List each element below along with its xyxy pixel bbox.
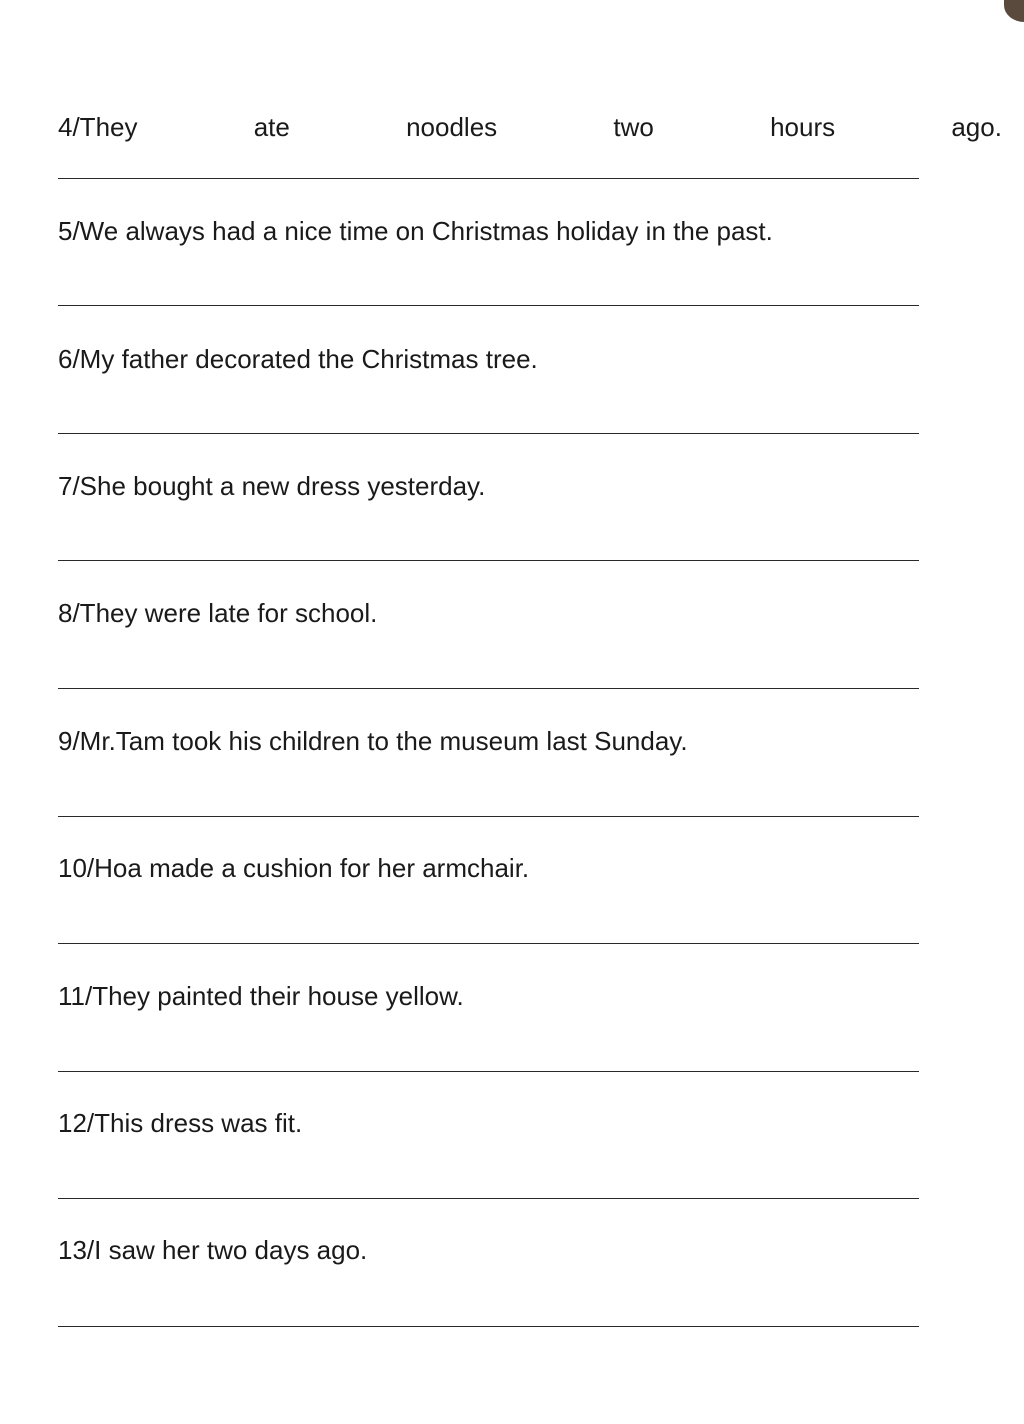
sentence-9: 9/Mr.Tam took his children to the museum last Sunday.: [58, 726, 688, 756]
sentence-4-word: ate: [253, 112, 290, 142]
sentence-6: 6/My father decorated the Christmas tree.: [58, 344, 538, 374]
answer-line-9[interactable]: [58, 816, 919, 817]
sentence-12: 12/This dress was fit.: [58, 1108, 303, 1138]
answer-line-7[interactable]: [58, 560, 919, 561]
sentence-13: 13/I saw her two days ago.: [58, 1235, 368, 1265]
sentence-7: 7/She bought a new dress yesterday.: [58, 471, 486, 501]
answer-line-10[interactable]: [58, 943, 919, 944]
sentence-10: 10/Hoa made a cushion for her armchair.: [58, 853, 530, 883]
sentence-4: [58, 112, 1002, 142]
sentence-4-word: 4/They: [58, 112, 138, 142]
sentence-4-word: hours: [770, 112, 836, 142]
sentence-4-word: two: [613, 112, 654, 142]
sentence-8: 8/They were late for school.: [58, 598, 378, 628]
sentence-5: 5/We always had a nice time on Christmas holiday in the past.: [58, 216, 773, 246]
sentence-11: 11/They painted their house yellow.: [58, 981, 464, 1011]
answer-line-13[interactable]: [58, 1326, 919, 1327]
answer-line-11[interactable]: [58, 1071, 919, 1072]
answer-line-6[interactable]: [58, 433, 919, 434]
answer-line-4[interactable]: [58, 178, 919, 179]
answer-line-12[interactable]: [58, 1198, 919, 1199]
answer-line-5[interactable]: [58, 305, 919, 306]
corner-object: [1004, 0, 1024, 22]
sentence-4-word: noodles: [406, 112, 498, 142]
answer-line-8[interactable]: [58, 688, 919, 689]
sentence-4-word: ago.: [951, 112, 1002, 142]
